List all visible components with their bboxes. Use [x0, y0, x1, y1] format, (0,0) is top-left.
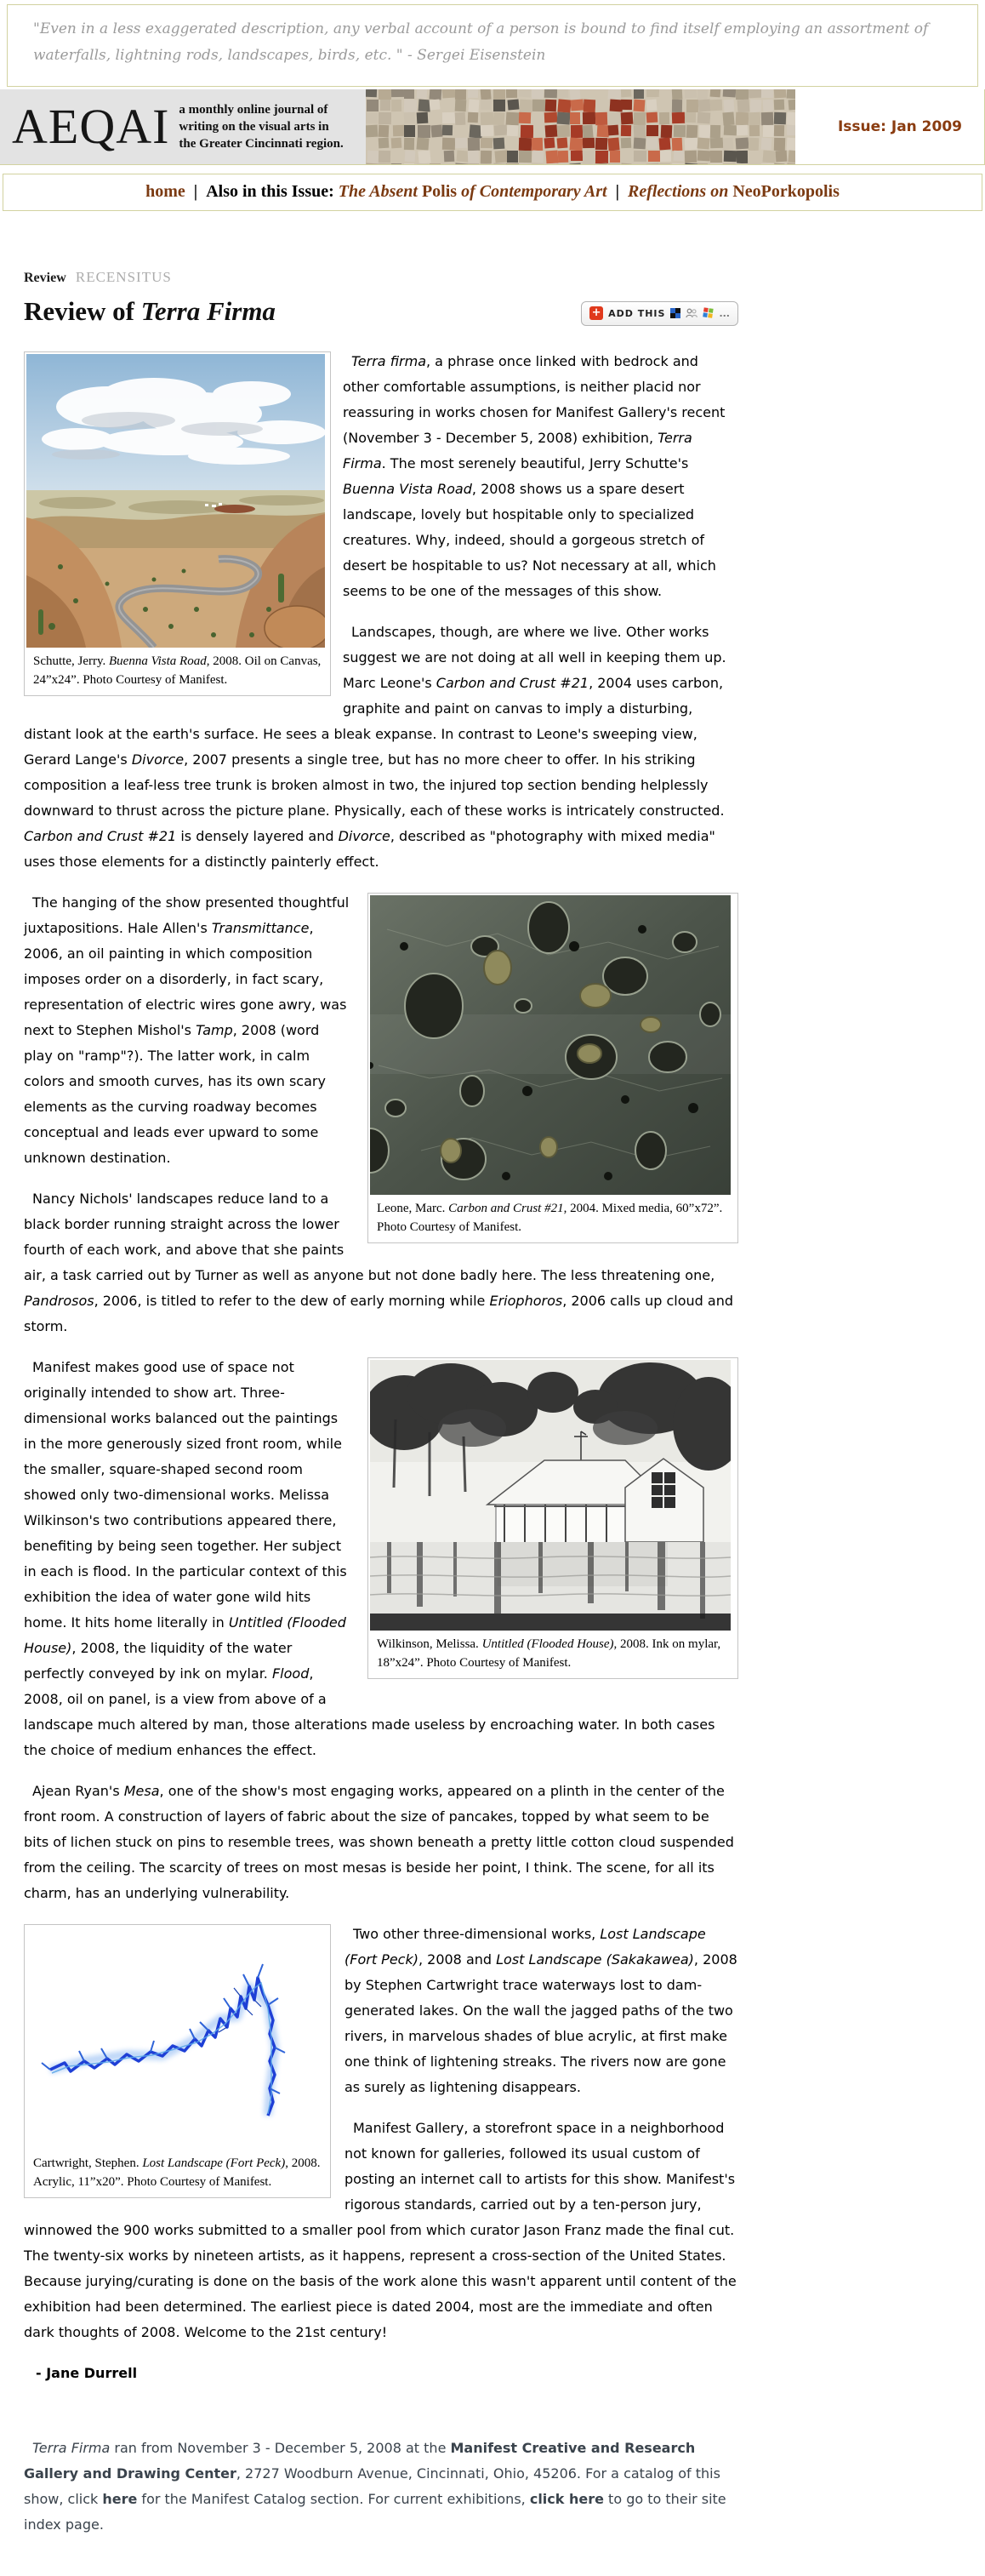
addthis-more: ...	[719, 307, 730, 319]
article-paragraph: Nancy Nichols' landscapes reduce land to a black border running straight across the lower fourth of each work, and above that she paints air, a task carried out by Turner as well as anyone but not done badly here. The less threatening one, Pandrosos, 2006, is titled to refer to the dew of early morning while Eriophoros, 2006 calls up cloud and storm.	[24, 1190, 733, 1334]
figure-carbon-and-crust	[367, 893, 738, 1244]
figure-caption: Schutte, Jerry. Buenna Vista Road, 2008. Oil on Canvas, 24”x24”. Photo Courtesy of Manifest.	[33, 654, 322, 687]
figure-lost-landscape-fort-peck	[24, 1924, 331, 2199]
quote-banner	[7, 4, 978, 87]
footer-note: Terra Firma ran from November 3 - December 5, 2008 at the Manifest Creative and Research Gallery and Drawing Center, 2727 Woodburn Avenue, Cincinnati, Ohio, 45206. For a catalog of this show, click here for the Manifest Catalog section. For current exhibitions, click here to go to their site index page.	[24, 2439, 726, 2533]
carbon-and-crust-artwork	[370, 895, 736, 1195]
logo-block	[0, 89, 366, 164]
nav-link-neoporkopolis[interactable]: Reflections on NeoPorkopolis	[627, 181, 840, 201]
flooded-house-artwork	[370, 1360, 736, 1631]
article	[24, 269, 738, 2568]
section-label-en: Review	[24, 270, 66, 285]
figure-caption: Leone, Marc. Carbon and Crust #21, 2004. Mixed media, 60”x72”. Photo Courtesy of Manifest.	[377, 1201, 723, 1234]
share-people-icon[interactable]	[686, 306, 697, 322]
page-title: Review of Terra Firma	[24, 295, 276, 326]
nav-also-label: Also in this Issue:	[206, 181, 334, 201]
issue-label: Issue: Jan 2009	[837, 117, 962, 135]
tagline-line: writing on the visual arts in	[179, 119, 329, 134]
section-label	[24, 269, 738, 286]
aeqai-logo: AEQAI	[12, 99, 170, 155]
nav-link-home[interactable]: home	[145, 181, 185, 201]
article-body	[24, 349, 738, 2538]
article-paragraph: Two other three-dimensional works, Lost Landscape (Fort Peck), 2008 and Lost Landscape (Sakakawea), 2008 by Stephen Cartwright trace waterways lost to dam-generated lakes. On the wall the jagged paths of the two rivers, in marvelous shades of blue acrylic, at first make one think of lightening streaks. The rivers now are gone as surely as lightening disappears.	[344, 1925, 737, 2095]
addthis-label: ADD THIS	[608, 307, 666, 319]
section-label-latin: RECENSITUS	[75, 268, 172, 285]
article-paragraph: Ajean Ryan's Mesa, one of the show's most engaging works, appeared on a plinth in the center of the front room. A construction of layers of fabric about the size of pancakes, topped by what seem to be bits of lichen stuck on pins to resemble trees, was shown beneath a pretty little cotton cloud suspended from the ceiling. The scarcity of trees on most mesas is beside her point, I think. The scene, for all its charm, has an underlying vulnerability.	[24, 1782, 734, 1901]
article-paragraph: Manifest Gallery, a storefront space in a neighborhood not known for galleries, followed its usual custom of posting an internet call to artists for this show. Manifest's rigorous standards, carried out by a ten-person jury, winnowed the 900 works submitted to a smaller pool from which curator Jason Franz made the final cut. The twenty-six works by nineteen artists, as it happens, represent a cross-section of the United States. Because jurying/curating is done on the basis of the work alone this wasn't apparent until content of the exhibition had been determined. The earliest piece is dated 2004, most are the immediate and often dark thoughts of 2008. Welcome to the 21st century!	[24, 2119, 737, 2340]
figure-buenna-vista-road	[24, 351, 331, 697]
article-paragraph: Manifest makes good use of space not originally intended to show art. Three-dimensional works balanced out the paintings in the more generously sized front room, while the smaller, square-shaped second room showed only two-dimensional works. Melissa Wilkinson's two contributions appeared there, benefiting by being seen together. Her subject in each is flood. In the particular context of this exhibition the idea of water gone wild hits home. It hits home literally in Untitled (Flooded House), 2008, the liquidity of the water perfectly conveyed by ink on mylar. Flood, 2008, oil on panel, is a view from above of a landscape much altered by man, those alterations made useless by encroaching water. In both cases the choice of medium enhances the effect.	[24, 1358, 715, 1758]
msn-icon[interactable]	[703, 306, 714, 322]
page-title-italic: Terra Firma	[140, 295, 276, 326]
link-manifest-catalog[interactable]: here	[102, 2490, 138, 2507]
mosaic-banner-image	[366, 89, 795, 164]
nav-separator: |	[615, 181, 619, 201]
article-paragraph: Landscapes, though, are where we live. Other works suggest we are not doing at all well in keeping them up. Marc Leone's Carbon and Crust #21, 2004 uses carbon, graphite and paint on canvas to imply a disturbing, distant look at the earth's surface. He sees a bleak expanse. In contrast to Leone's sweeping view, Gerard Lange's Divorce, 2007 presents a single tree, but has no more cheer to offer. In his striking composition a leaf-less tree trunk is broken almost in two, the injured top section bending helplessly downward to thrust across the picture plane. Physically, each of these works is intricately constructed. Carbon and Crust #21 is densely layered and Divorce, described as "photography with mixed media" uses those elements for a distinctly painterly effect.	[24, 623, 726, 870]
tagline-line: a monthly online journal of	[179, 102, 328, 117]
link-manifest-site-index[interactable]: click here	[529, 2490, 604, 2507]
figure-untitled-flooded-house	[367, 1357, 738, 1680]
nav-bar	[3, 174, 982, 211]
addthis-button[interactable]	[581, 301, 738, 326]
journal-tagline	[179, 101, 343, 153]
nav-link-absent-polis[interactable]: The Absent Polis of Contemporary Art	[338, 181, 607, 201]
byline: - Jane Durrell	[36, 2364, 138, 2381]
nav-separator: |	[193, 181, 198, 201]
lost-landscape-artwork	[26, 1927, 328, 2150]
quote-text: "Even in a less exaggerated description, any verbal account of a person is bound to find itself employing an assortment of waterfalls, lightning rods, landscapes, birds, etc. " - Sergei Eisenstein	[33, 20, 929, 65]
figure-caption: Wilkinson, Melissa. Untitled (Flooded House), 2008. Ink on mylar, 18”x24”. Photo Courtesy of Manifest.	[377, 1636, 721, 1670]
article-paragraph: Terra firma, a phrase once linked with bedrock and other comfortable assumptions, is neither placid nor reassuring in works chosen for Manifest Gallery's recent (November 3 - December 5, 2008) exhibition, Terra Firma. The most serenely beautiful, Jerry Schutte's Buenna Vista Road, 2008 shows us a spare desert landscape, lovely but hospitable only to specialized creatures. Why, indeed, should a gorgeous stretch of desert be hospitable to us? Not necessary at all, which seems to be one of the messages of this show.	[343, 352, 726, 599]
addthis-plus-icon: +	[589, 306, 603, 320]
article-paragraph: The hanging of the show presented thoughtful juxtapositions. Hale Allen's Transmittance, 2006, an oil painting in which composition imposes order on a disorderly, in fact scary, representation of electric wires gone awry, was next to Stephen Mishol's Tamp, 2008 (word play on "ramp"?). The latter work, in calm colors and smooth curves, has its own scary elements as the curving roadway becomes conceptual and leads ever upward to some unknown destination.	[24, 894, 350, 1166]
title-row	[24, 296, 738, 327]
masthead	[0, 89, 985, 165]
delicious-icon[interactable]	[670, 306, 680, 322]
tagline-line: the Greater Cincinnati region.	[179, 137, 344, 151]
buenna-vista-road-painting	[26, 354, 328, 648]
figure-caption: Cartwright, Stephen. Lost Landscape (Fort Peck), 2008. Acrylic, 11”x20”. Photo Courtesy of Manifest.	[33, 2156, 321, 2189]
